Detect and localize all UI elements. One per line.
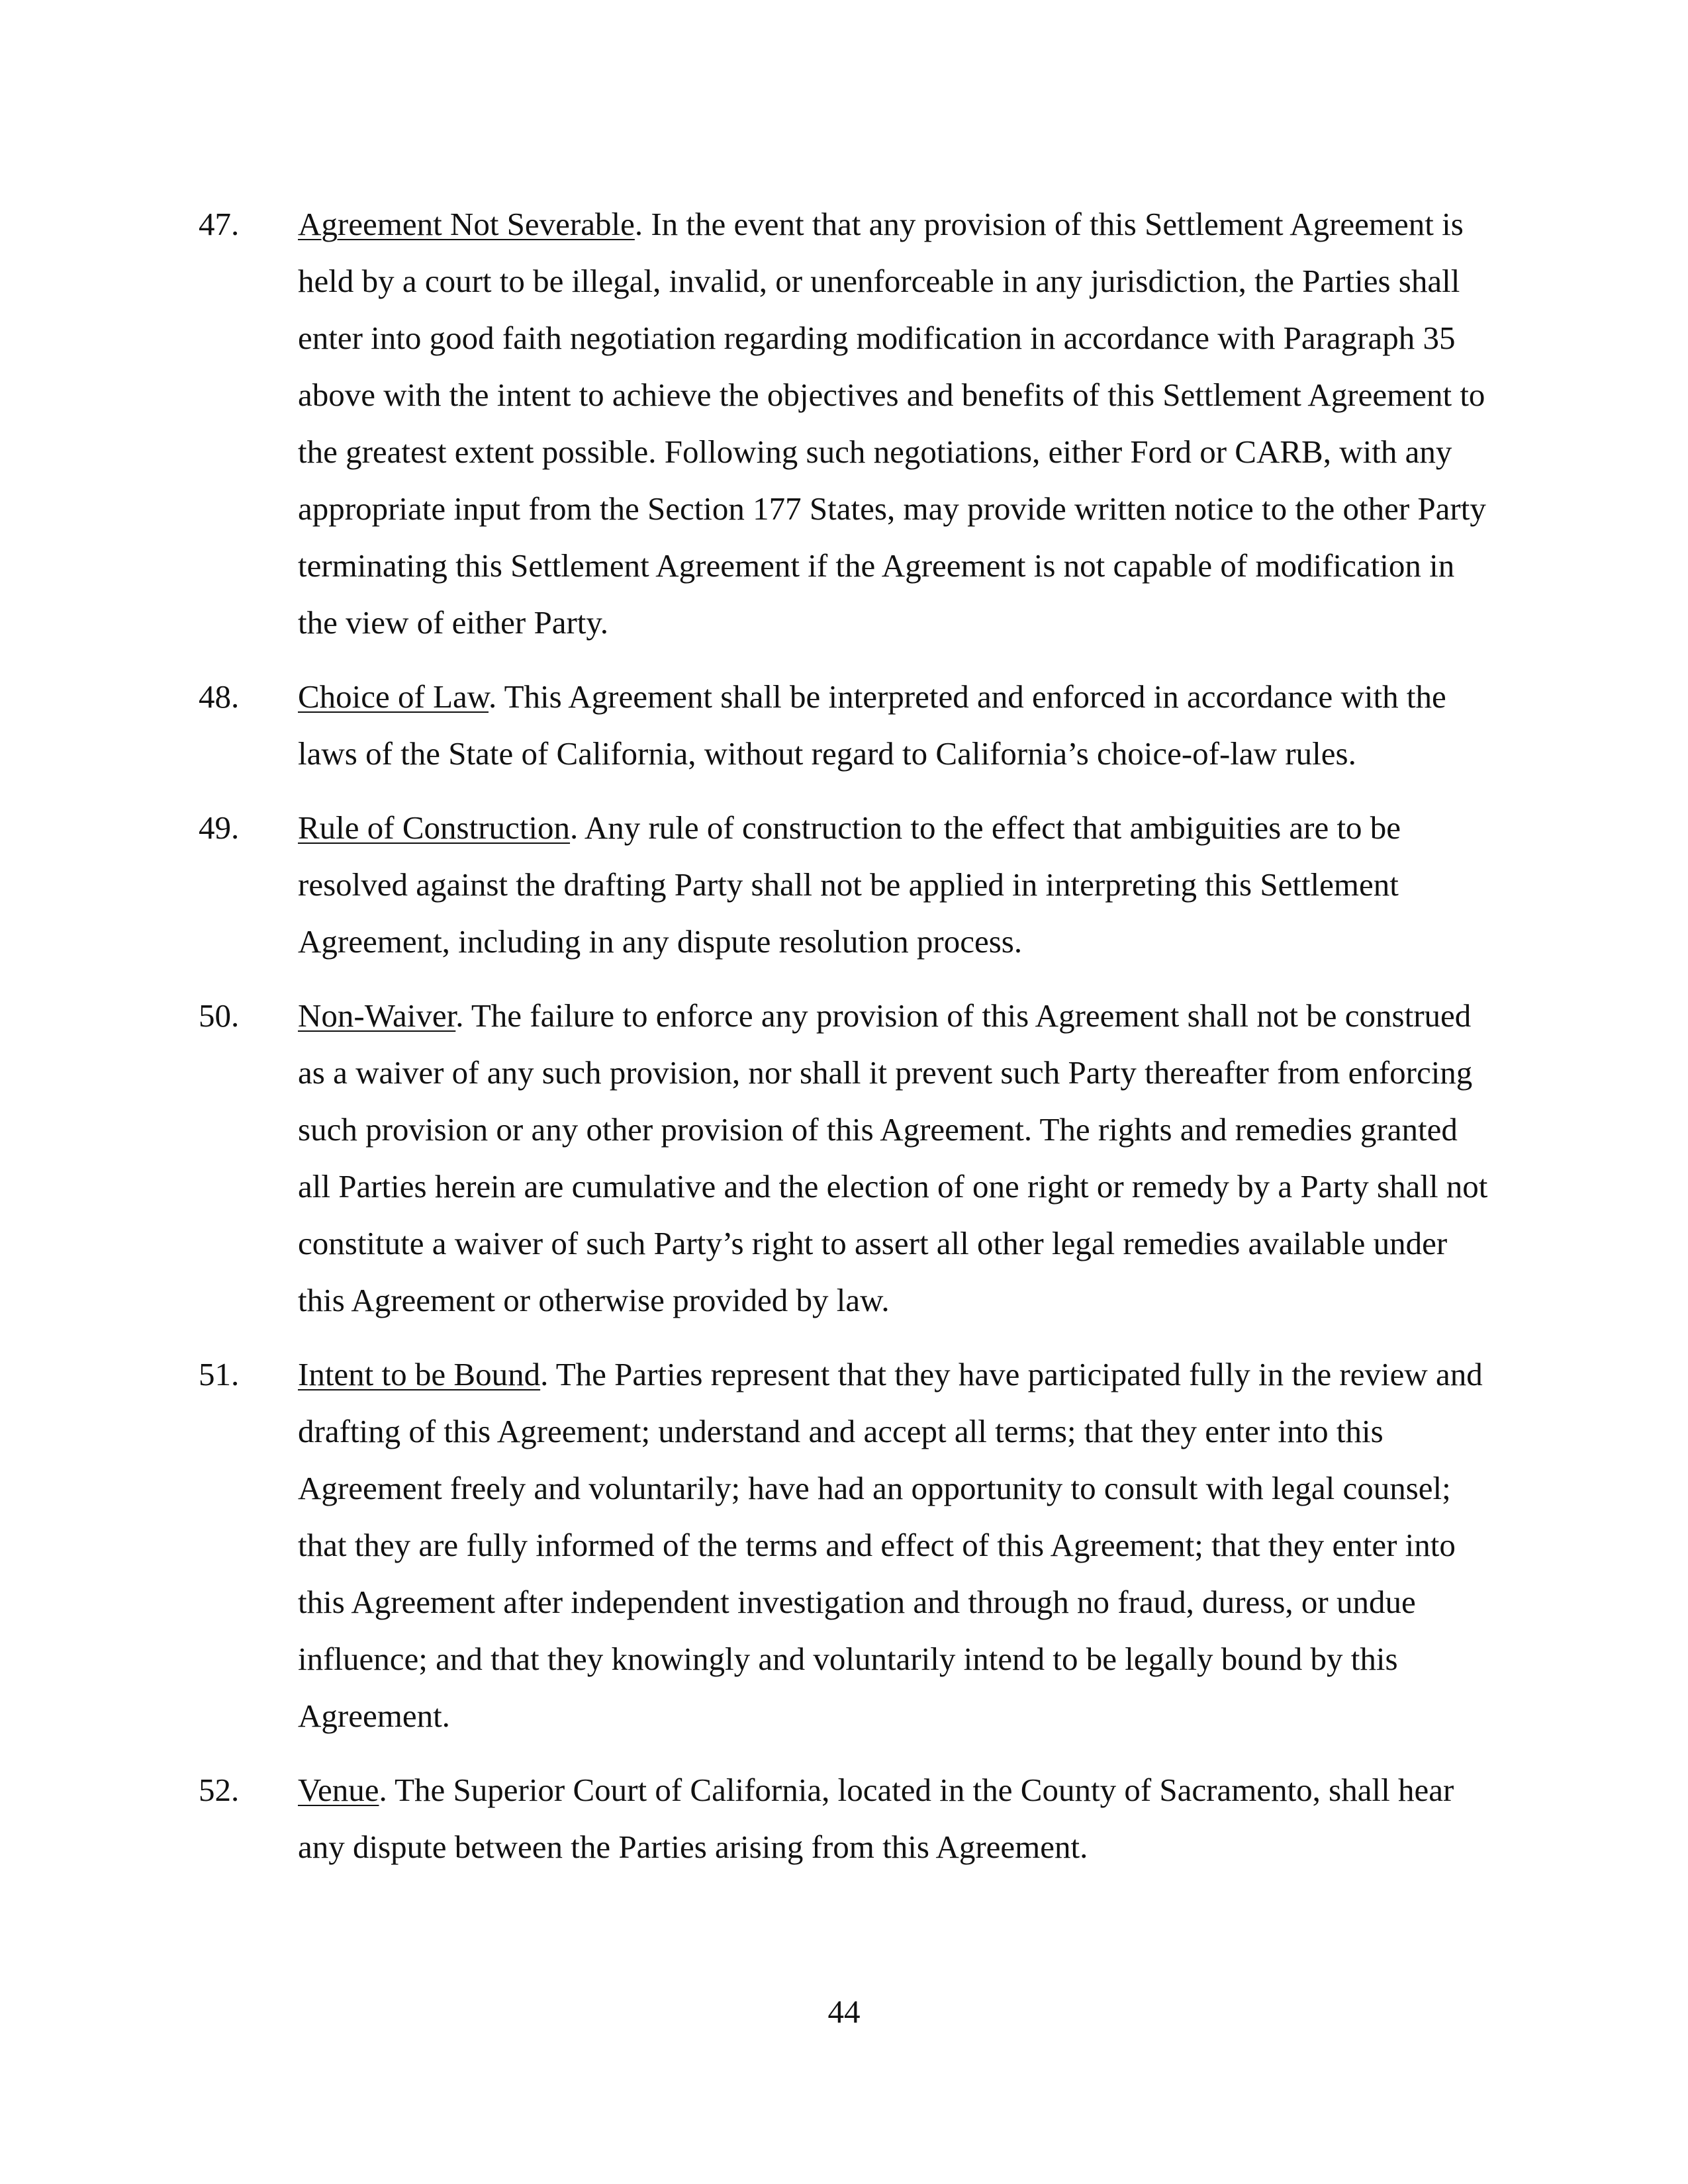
paragraph-text: . The failure to enforce any provision of this Agreement shall not be construed as a waiver of any such provision, nor shall it prevent such Party thereafter from enforcing such provision or any other provision of this Agreement. The rights and remedies granted all Parties herein are cumulative and the election of one right or remedy by a Party shall not constitute a waiver of such Party’s right to assert all other legal remedies available under this Agreement or otherwise provided by law. — [298, 997, 1488, 1318]
paragraph-number: 51. — [199, 1356, 240, 1392]
paragraph-text: . The Superior Court of California, located in the County of Sacramento, shall hear any dispute between the Parties arising from this Agreement. — [298, 1772, 1454, 1865]
paragraph-52 — [199, 1762, 1496, 1876]
paragraph-body — [298, 987, 1496, 1329]
paragraph-number: 47. — [199, 206, 240, 242]
paragraph-body — [298, 1762, 1496, 1876]
paragraph-body — [298, 668, 1496, 782]
paragraph-heading: Venue — [298, 1772, 379, 1808]
paragraph-text: . In the event that any provision of this Settlement Agreement is held by a court to be illegal, invalid, or unenforceable in any jurisdiction, the Parties shall enter into good faith negotiation regarding modification in accordance with Paragraph 35 above with the intent to achieve the objectives and benefits of this Settlement Agreement to the greatest extent possible. Following such negotiations, either Ford or CARB, with any appropriate input from the Section 177 States, may provide written notice to the other Party terminating this Settlement Agreement if the Agreement is not capable of modification in the view of either Party. — [298, 206, 1486, 641]
paragraph-heading: Non-Waiver — [298, 997, 456, 1034]
paragraph-text: . Any rule of construction to the effect that ambiguities are to be resolved against the drafting Party shall not be applied in interpreting this Settlement Agreement, including in any dispute resolution process. — [298, 809, 1401, 960]
paragraph-50 — [199, 987, 1496, 1329]
paragraph-body — [298, 196, 1496, 651]
paragraph-49 — [199, 799, 1496, 970]
paragraph-heading: Intent to be Bound — [298, 1356, 541, 1392]
paragraph-body — [298, 799, 1496, 970]
paragraph-51 — [199, 1346, 1496, 1745]
paragraph-47 — [199, 196, 1496, 651]
page-number: 44 — [827, 1993, 861, 2030]
paragraph-number: 52. — [199, 1772, 240, 1808]
document-body — [199, 196, 1496, 1893]
paragraph-text: . This Agreement shall be interpreted and enforced in accordance with the laws of the State of California, without regard to California’s choice-of-law rules. — [298, 678, 1446, 772]
paragraph-text: . The Parties represent that they have participated fully in the review and drafting of this Agreement; understand and accept all terms; that they enter into this Agreement freely and voluntarily; have had an opportunity to consult with legal counsel; that they are fully informed of the terms and effect of this Agreement; that they enter into this Agreement after independent investigation and through no fraud, duress, or undue influence; and that they knowingly and voluntarily intend to be legally bound by this Agreement. — [298, 1356, 1483, 1734]
paragraph-48 — [199, 668, 1496, 782]
paragraph-heading: Rule of Construction — [298, 809, 571, 846]
paragraph-number: 48. — [199, 678, 240, 715]
paragraph-heading: Agreement Not Severable — [298, 206, 635, 242]
paragraph-heading: Choice of Law — [298, 678, 489, 715]
paragraph-body — [298, 1346, 1496, 1745]
paragraph-number: 49. — [199, 809, 240, 846]
paragraph-number: 50. — [199, 997, 240, 1034]
